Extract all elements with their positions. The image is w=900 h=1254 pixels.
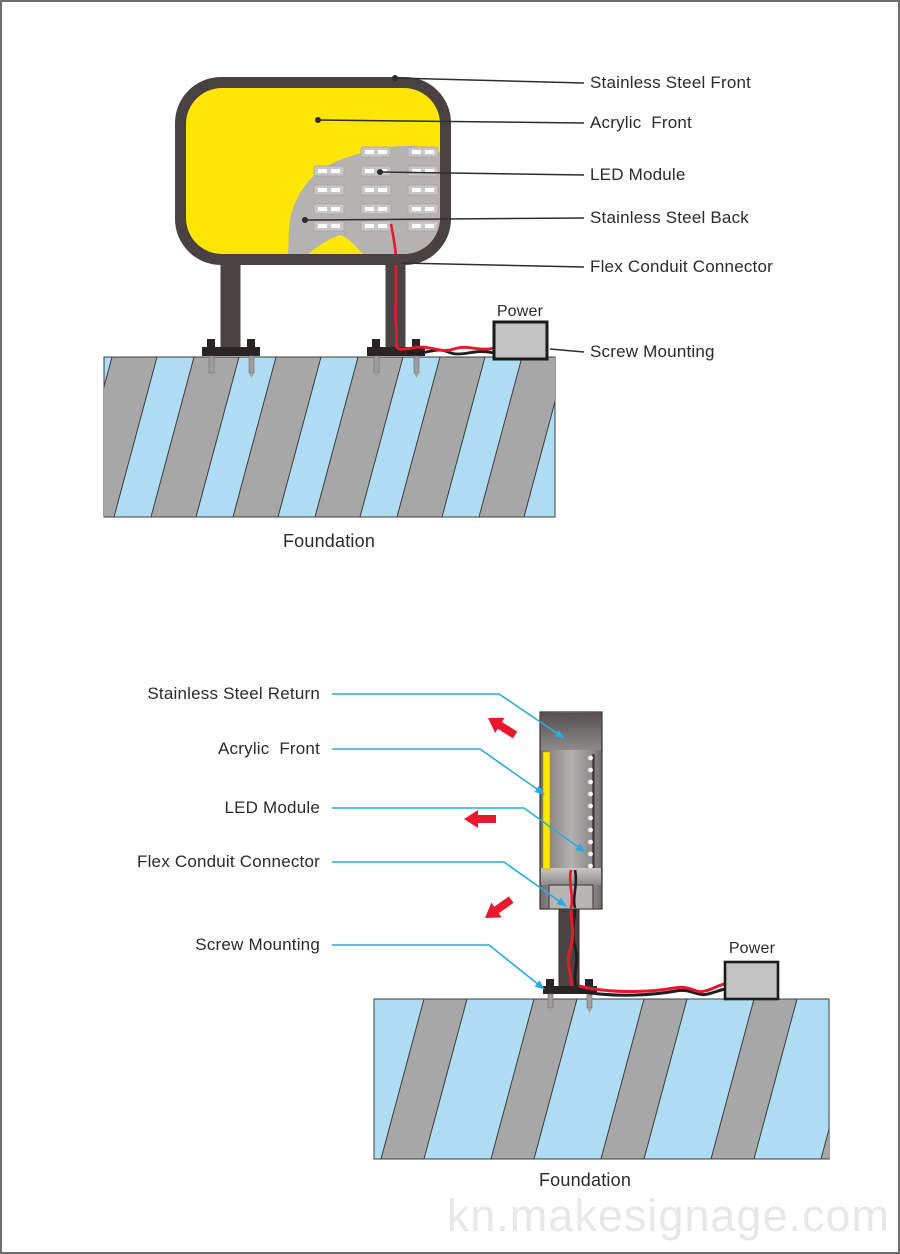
left-post: [221, 262, 241, 348]
label-acrylic-front-2: Acrylic Front: [218, 739, 320, 758]
label-power-bottom: Power: [728, 940, 776, 957]
power-box-top: [494, 322, 547, 359]
power-box-bottom: [725, 962, 778, 999]
stainless-steel-return-band: [541, 713, 601, 750]
sign-front-view: [175, 77, 451, 265]
diagram-artwork: [2, 2, 898, 1252]
label-acrylic-front: Acrylic Front: [590, 113, 692, 132]
red-arrow-down-left-icon: [480, 892, 517, 925]
label-foundation-top: Foundation: [282, 531, 376, 551]
label-foundation-bottom: Foundation: [538, 1170, 632, 1190]
label-stainless-steel-back: Stainless Steel Back: [590, 208, 749, 227]
watermark: kn.makesignage.com: [446, 1190, 890, 1241]
label-flex-conduit-connector: Flex Conduit Connector: [590, 257, 773, 276]
label-flex-conduit-connector-2: Flex Conduit Connector: [137, 852, 320, 871]
foundation-block-top: [69, 357, 649, 517]
label-power-top: Power: [496, 303, 544, 320]
foundation-block-bottom: [374, 999, 898, 1159]
label-screw-mounting: Screw Mounting: [590, 342, 715, 361]
label-led-module: LED Module: [590, 165, 686, 184]
light-direction-arrows: [464, 710, 520, 925]
label-stainless-steel-return: Stainless Steel Return: [147, 684, 320, 703]
label-led-module-2: LED Module: [224, 798, 320, 817]
red-arrow-left-icon: [464, 810, 496, 828]
label-stainless-steel-front: Stainless Steel Front: [590, 73, 752, 92]
bottom-diagram: [332, 694, 898, 1159]
label-screw-mounting-2: Screw Mounting: [195, 935, 320, 954]
red-arrow-up-left-icon: [483, 710, 520, 742]
sign-side-view: [540, 712, 602, 909]
top-diagram: [69, 75, 649, 517]
power-wires-bottom: [579, 984, 725, 995]
acrylic-strip: [543, 752, 550, 869]
